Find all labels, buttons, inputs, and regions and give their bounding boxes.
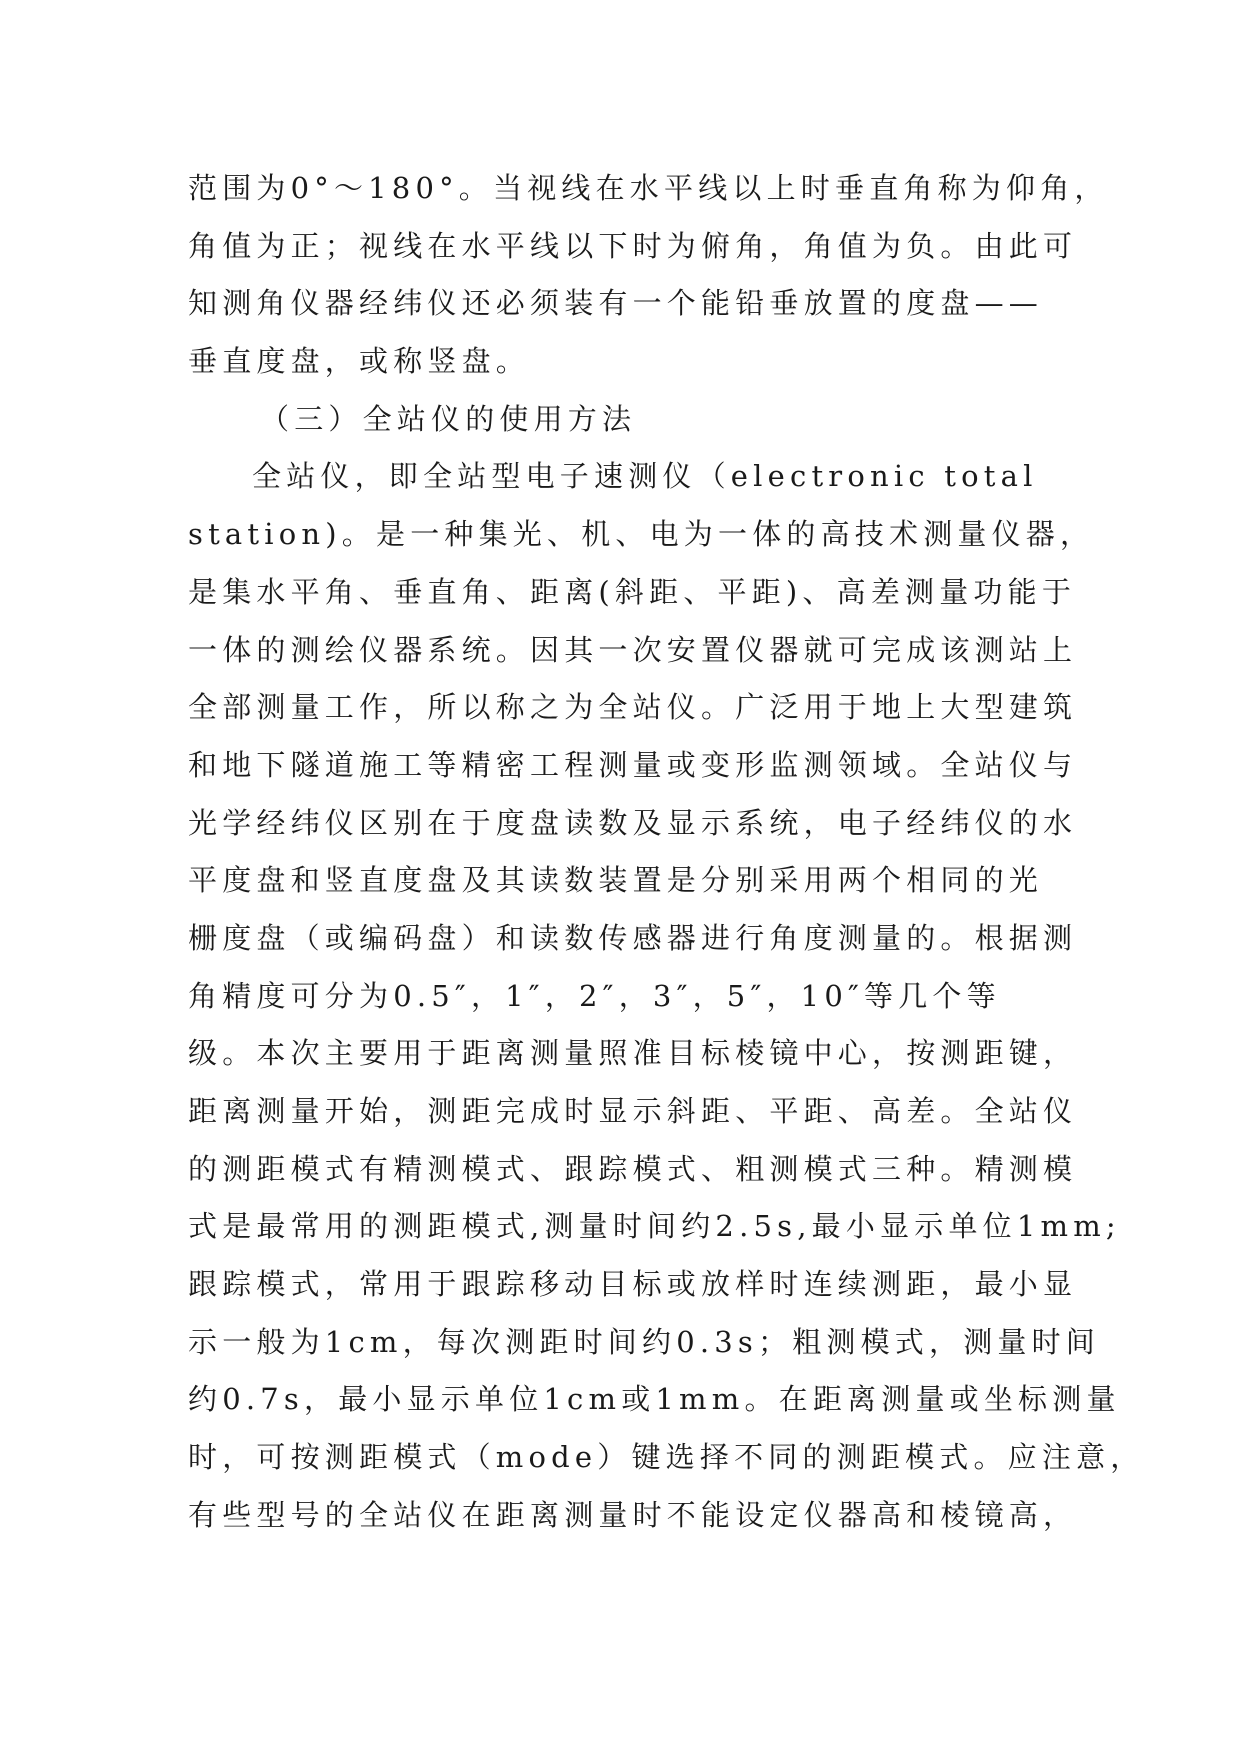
- text-line: 跟踪模式，常用于跟踪移动目标或放样时连续测距，最小显: [188, 1267, 1078, 1302]
- text-line: 光学经纬仪区别在于度盘读数及显示系统，电子经纬仪的水: [188, 805, 1078, 840]
- text-line: 范围为0°～180°。当视线在水平线以上时垂直角称为仰角，: [188, 171, 1109, 205]
- text-line: 示一般为1cm，每次测距时间约0.3s；粗测模式，测量时间: [188, 1324, 1100, 1359]
- text-line: 有些型号的全站仪在距离测量时不能设定仪器高和棱镜高，: [188, 1497, 1078, 1532]
- section-heading: （三）全站仪的使用方法: [260, 401, 637, 436]
- paragraph-first-line: 全站仪，即全站型电子速测仪（electronic total: [252, 459, 1038, 494]
- text-line: 级。本次主要用于距离测量照准目标棱镜中心，按测距键，: [188, 1036, 1078, 1071]
- text-line: 和地下隧道施工等精密工程测量或变形监测领域。全站仪与: [188, 747, 1078, 782]
- text-line: 式是最常用的测距模式,测量时间约2.5s,最小显示单位1mm;: [188, 1209, 1121, 1244]
- text-line: 距离测量开始，测距完成时显示斜距、平距、高差。全站仪: [188, 1094, 1078, 1128]
- text-line: 角值为正；视线在水平线以下时为俯角，角值为负。由此可: [188, 228, 1078, 263]
- text-line: 全部测量工作，所以称之为全站仪。广泛用于地上大型建筑: [188, 690, 1078, 725]
- text-line: 是集水平角、垂直角、距离(斜距、平距)、高差测量功能于: [188, 574, 1077, 609]
- text-line: 一体的测绘仪器系统。因其一次安置仪器就可完成该测站上: [188, 632, 1078, 667]
- text-line: station)。是一种集光、机、电为一体的高技术测量仪器，: [188, 517, 1095, 552]
- text-line: 时，可按测距模式（mode）键选择不同的测距模式。应注意，: [188, 1440, 1145, 1475]
- text-line: 垂直度盘，或称竖盘。: [188, 344, 531, 379]
- text-line: 的测距模式有精测模式、跟踪模式、粗测模式三种。精测模: [188, 1151, 1078, 1186]
- body-text: [188, 160, 1145, 1545]
- text-line: 知测角仪器经纬仪还必须装有一个能铅垂放置的度盘——: [188, 286, 1044, 321]
- text-line: 平度盘和竖直度盘及其读数装置是分别采用两个相同的光: [188, 863, 1044, 898]
- text-line: 栅度盘（或编码盘）和读数传感器进行角度测量的。根据测: [188, 920, 1078, 955]
- text-line: 约0.7s，最小显示单位1cm或1mm。在距离测量或坐标测量: [188, 1382, 1121, 1417]
- text-line: 角精度可分为0.5″，1″，2″，3″，5″，10″等几个等: [188, 978, 1001, 1013]
